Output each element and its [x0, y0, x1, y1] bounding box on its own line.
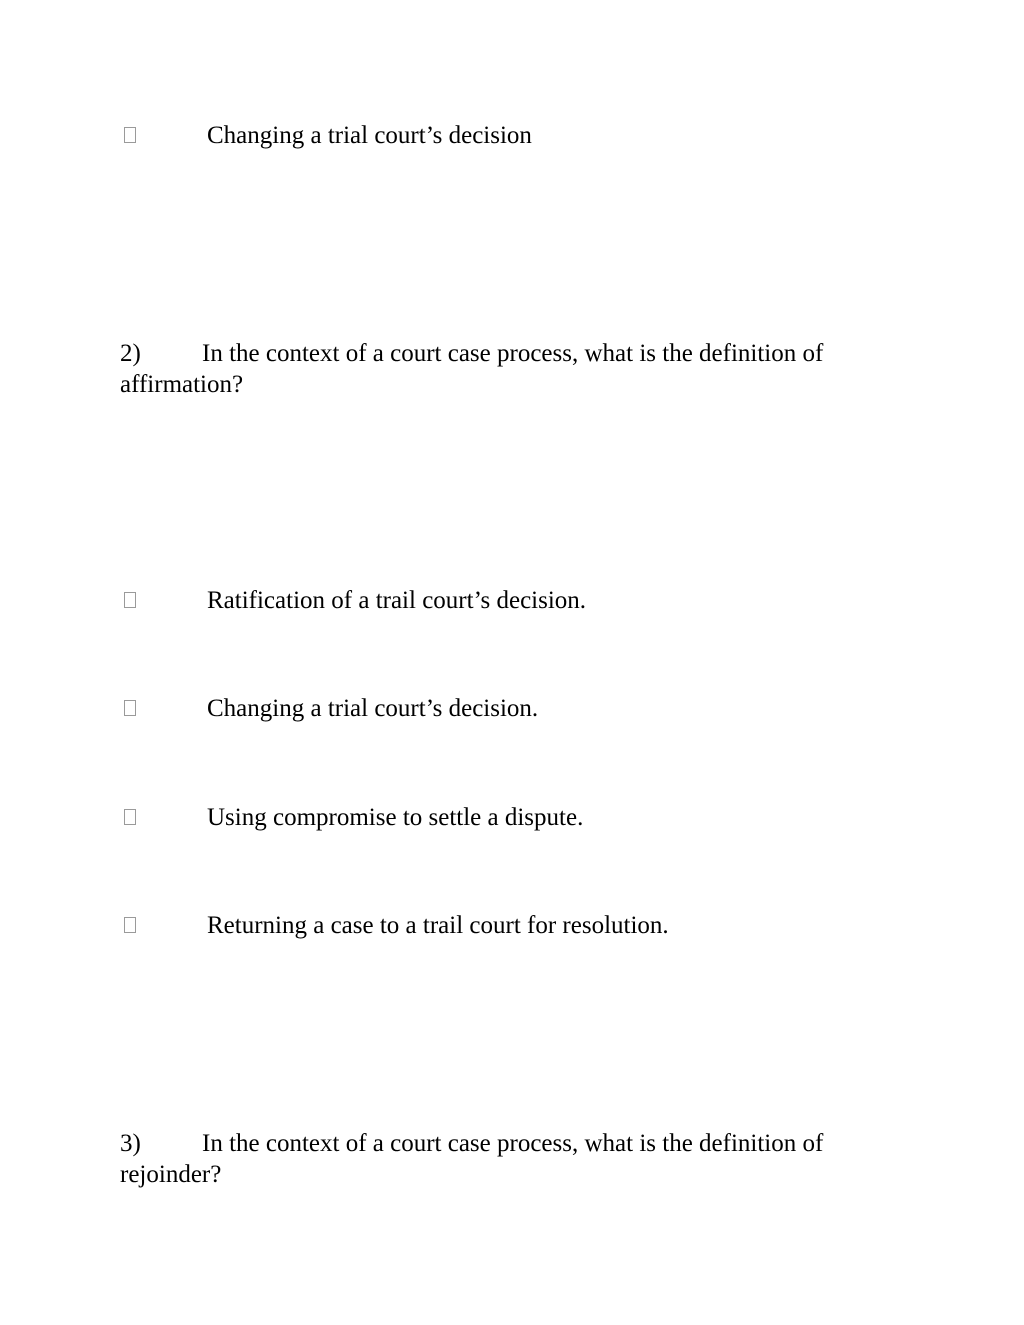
checkbox-icon[interactable] [124, 700, 136, 716]
question-number: 3) [120, 1130, 141, 1157]
question-text-line2: rejoinder? [120, 1161, 222, 1188]
question-3 [120, 1128, 880, 1190]
answer-option[interactable] [124, 121, 884, 151]
answer-option-text: Using compromise to settle a dispute. [207, 804, 584, 831]
checkbox-icon[interactable] [124, 917, 136, 933]
question-text-line1: In the context of a court case process, what is the definition of [202, 1130, 824, 1157]
question-2 [120, 338, 880, 400]
checkbox-icon[interactable] [124, 592, 136, 608]
question-text-line1: In the context of a court case process, what is the definition of [202, 340, 824, 367]
answer-option-text: Changing a trial court’s decision. [207, 695, 539, 722]
answer-option[interactable] [124, 911, 884, 941]
answer-option[interactable] [124, 803, 884, 833]
answer-option-text: Changing a trial court’s decision [207, 122, 532, 149]
question-number: 2) [120, 340, 141, 367]
answer-option[interactable] [124, 694, 884, 724]
answer-option-text: Returning a case to a trail court for resolution. [207, 912, 669, 939]
question-text-line2: affirmation? [120, 371, 244, 398]
checkbox-icon[interactable] [124, 127, 136, 143]
checkbox-icon[interactable] [124, 809, 136, 825]
answer-option[interactable] [124, 586, 884, 616]
answer-option-text: Ratification of a trail court’s decision. [207, 587, 587, 614]
